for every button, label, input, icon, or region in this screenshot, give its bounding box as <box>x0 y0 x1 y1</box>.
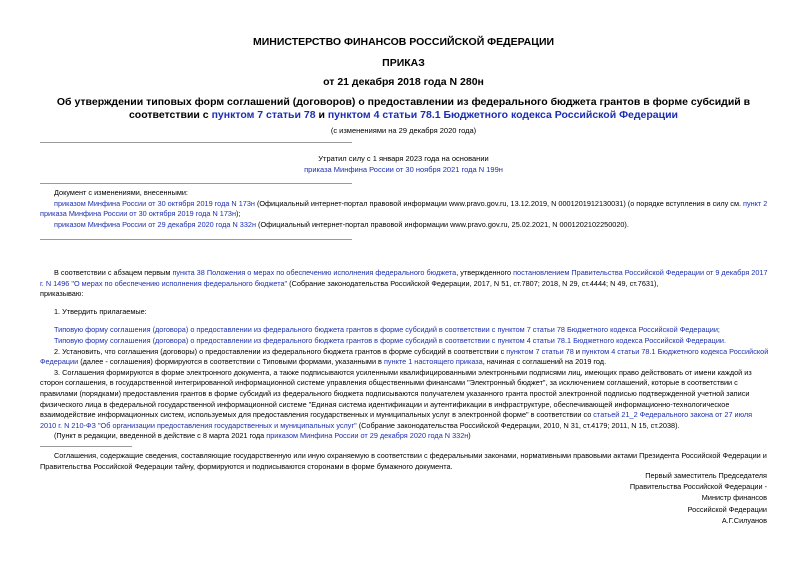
amendment-text: (Официальный интернет-портал правовой информации www.pravo.gov.ru, 25.02.2021, N 0001202102250020). <box>256 219 629 229</box>
item-2-text: 2. Установить, что соглашения (договоры) о предоставлении из федерального бюджета грантов в форме субсидий в соответствии с <box>54 346 507 356</box>
signature-block <box>527 470 767 526</box>
amendment-link-173n[interactable]: приказом Минфина России от 30 октября 2019 года N 173н <box>54 198 255 208</box>
amendment-link-332n[interactable]: приказом Минфина России от 29 декабря 2020 года N 332н <box>54 219 257 229</box>
title-link-article-78[interactable]: пунктом 7 статьи 78 <box>211 109 316 121</box>
ministry-heading: МИНИСТЕРСТВО ФИНАНСОВ РОССИЙСКОЙ ФЕДЕРАЦИИ <box>252 36 555 48</box>
amended-by-item-2 <box>40 220 770 231</box>
item-3-edition-note <box>40 431 770 442</box>
order-word: приказываю: <box>40 289 84 299</box>
amendment-text-end: ); <box>235 209 241 219</box>
link-article-78-1[interactable]: пунктом 4 статьи 78.1 Бюджетного кодекса Российской Федерации <box>40 346 769 367</box>
lost-force-note <box>0 153 807 175</box>
signature-line: Первый заместитель Председателя <box>645 471 767 480</box>
divider <box>40 446 132 447</box>
signature-line: Российской Федерации <box>687 504 767 514</box>
link-order-332n[interactable]: приказом Минфина России от 29 декабря 2020 года N 332н <box>266 431 469 441</box>
signature-line: Министр финансов <box>701 493 767 503</box>
preamble-text: , утвержденного <box>456 268 514 277</box>
lost-force-text: Утратил силу с 1 января 2023 года на основании <box>318 154 489 163</box>
title-text: Об утверждении типовых форм соглашений (договоров) о предоставлении из федерального бюджета грантов в форме субсидий в соответствии с <box>56 96 751 121</box>
preamble-text: (Собрание законодательства Российской Федерации, 2017, N 51, ст.7807; 2018, N 29, ст.4444; N 49, ст.7631), <box>287 278 659 288</box>
amendment-text: (Официальный интернет-портал правовой информации www.pravo.gov.ru, 13.12.2019, N 0001201912130031) (о порядке вступления в силу см. <box>254 198 744 208</box>
divider <box>40 239 352 240</box>
date-number-heading: от 21 декабря 2018 года N 280н <box>323 76 484 88</box>
link-item-1[interactable]: пункте 1 настоящего приказа <box>383 357 483 367</box>
link-law-210fz[interactable]: статьей 21_2 Федерального закона от 27 июля 2010 г. N 210-ФЗ "Об организации предоставления государственных и муниципальных услуг" <box>40 410 753 430</box>
item-1: 1. Утвердить прилагаемые: <box>54 306 147 316</box>
amended-by-block <box>40 188 770 230</box>
item-2-text: и <box>573 346 582 356</box>
preamble-text: В соответствии с абзацем первым <box>54 268 173 277</box>
secret-note-text: Соглашения, содержащие сведения, составляющие государственную или иную охраняемую в соответствии с федеральными законами, нормативными правовыми актами Президента Российской Федерации и Правительства Российской Федерации тайну, формируются и подписываются сторонами в форме бумажного документа. <box>40 451 767 471</box>
divider <box>40 183 352 184</box>
edition-text: (Пункт в редакции, введенной в действие с 8 марта 2021 года <box>54 431 267 441</box>
amended-by-item-1 <box>40 199 770 220</box>
amendments-note: (с изменениями на 29 декабря 2020 года) <box>330 126 477 135</box>
link-regulation-p38[interactable]: пункта 38 Положения о мерах по обеспечению исполнения федерального бюджета <box>172 268 457 277</box>
signature-line: Правительства Российской Федерации - <box>629 482 767 492</box>
lost-force-link[interactable]: приказа Минфина России от 30 ноября 2021 года N 199н <box>304 165 503 174</box>
secret-note <box>40 451 770 472</box>
link-form-article-78-1[interactable]: Типовую форму соглашения (договора) о предоставлении из федерального бюджета грантов в форме субсидий в соответствии с пунктом 4 статьи 78.1 Бюджетного кодекса Российской Федерации. <box>54 335 727 345</box>
preamble-paragraph <box>40 268 770 289</box>
link-article-78[interactable]: пунктом 7 статьи 78 <box>506 346 574 356</box>
item-3 <box>40 368 770 432</box>
item-3-text: 3. Соглашения формируются в форме электронного документа, а также подписываются усиленными квалифицированными электронными подписями лиц, имеющих право действовать от имени каждой из сторон соглашения, в государственной интегрированной информационной системе управления общественными финансами "Электронный бюджет", за исключением соглашений, которые в соответствии с правилами (порядками) предоставления грантов в форме субсидий из федерального бюджета подписываются получателем указанного гранта простой электронной подписью подтвержденной учетной записи физического лица в федеральной государственной информационной системе "Единая система идентификации и аутентификации в инфраструктуре, обеспечивающей информационно-технологическое взаимодействие информационных систем, используемых для предоставления государственных и муниципальных услуг в электронной форме" в соответствии со <box>40 367 752 420</box>
item-2 <box>40 347 770 368</box>
order-body <box>40 268 770 442</box>
amendment-link-173n-item2[interactable]: пункт 2 приказа Минфина России от 30 октября 2019 года N 173н <box>40 198 768 219</box>
signatory-name: А.Г.Силуанов <box>721 515 767 525</box>
divider <box>40 142 352 143</box>
title-link-article-78-1[interactable]: пунктом 4 статьи 78.1 Бюджетного кодекса Российской Федерации <box>327 109 679 121</box>
item-2-text: , начиная с соглашений на 2019 год. <box>482 357 607 367</box>
link-resolution-1496[interactable]: постановлением Правительства Российской Федерации от 9 декабря 2017 г. N 1496 "О мерах по обеспечению исполнения федерального бюджета" <box>40 268 768 288</box>
item-3-text: (Собрание законодательства Российской Федерации, 2010, N 31, ст.4179; 2011, N 15, ст.2038). <box>356 420 680 430</box>
document-title <box>40 96 767 122</box>
title-text-and: и <box>315 109 328 121</box>
item-2-text: (далее - соглашения) формируются в соответствии с Типовыми формами, указанными в <box>78 357 384 367</box>
link-form-article-78[interactable]: Типовую форму соглашения (договора) о предоставлении из федерального бюджета грантов в форме субсидий в соответствии с пунктом 7 статьи 78 Бюджетного кодекса Российской Федерации; <box>54 325 720 335</box>
amended-by-intro: Документ с изменениями, внесенными: <box>54 188 188 197</box>
doc-type-heading: ПРИКАЗ <box>382 57 425 69</box>
edition-text: ) <box>468 431 471 441</box>
